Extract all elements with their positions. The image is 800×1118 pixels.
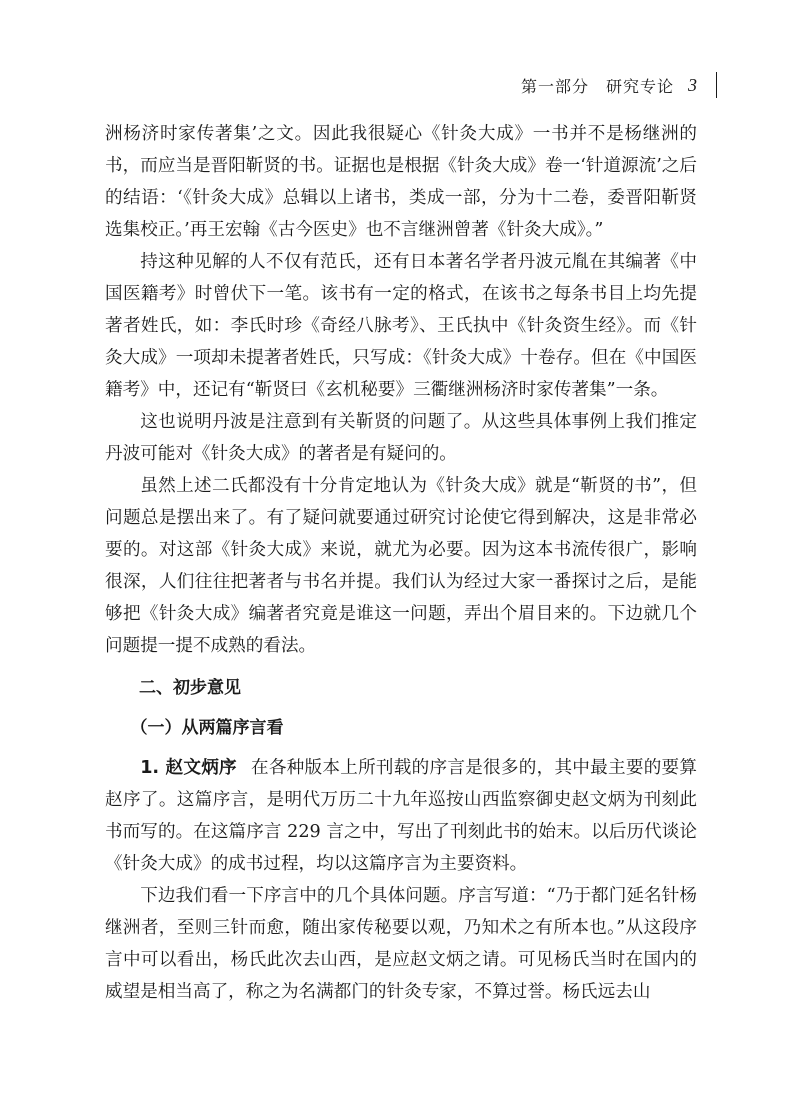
paragraph-5-text: 在各种版本上所刊载的序言是很多的，其中最主要的要算赵序了。这篇序言，是明代万历二十九年巡按山西监察御史赵文炳为刊刻此书而写的。在这篇序言 229 言之中，写出了刊刻此书的始末。以后历代谈论《针灸大成》的成书过程，均以这篇序言为主要资料。 <box>105 758 697 874</box>
paragraph-5-label: 1. 赵文炳序 <box>140 758 237 778</box>
paragraph-1: 洲杨济时家传著集’之文。因此我很疑心《针灸大成》一书并不是杨继洲的书，而应当是晋阳靳贤的书。证据也是根据《针灸大成》卷一‘针道源流’之后的结语：‘《针灸大成》总辑以上诸书，类成一部，分为十二卷，委晋阳靳贤选集校正。’再王宏翰《古今医史》也不言继洲曾著《针灸大成》。” <box>105 124 697 240</box>
paragraph-5 <box>105 752 697 880</box>
paragraph-2: 持这种见解的人不仅有范氏，还有日本著名学者丹波元胤在其编著《中国医籍考》时曾伏下一笔。该书有一定的格式，在该书之每条书目上均先提著者姓氏，如：李氏时珍《奇经八脉考》、王氏执中《针灸资生经》。而《针灸大成》一项却未提著者姓氏，只写成：《针灸大成》十卷存。但在《中国医籍考》中，还记有“靳贤曰《玄机秘要》三衢继洲杨济时家传著集”一条。 <box>105 252 697 400</box>
paragraph-4: 虽然上述二氏都没有十分肯定地认为《针灸大成》就是“靳贤的书”，但问题总是摆出来了。有了疑问就要通过研究讨论使它得到解决，这是非常必要的。对这部《针灸大成》来说，就尤为必要。因为这本书流传很广，影响很深，人们往往把著者与书名并提。我们认为经过大家一番探讨之后，是能够把《针灸大成》编著者究竟是谁这一问题，弄出个眉目来的。下边就几个问题提一提不成熟的看法。 <box>105 476 697 656</box>
paragraph-3: 这也说明丹波是注意到有关靳贤的问题了。从这些具体事例上我们推定丹波可能对《针灸大成》的著者是有疑问的。 <box>105 412 697 464</box>
page-body <box>105 118 697 1008</box>
running-header-title: 第一部分 研究专论 <box>520 76 674 96</box>
running-header <box>521 72 717 98</box>
section-heading: 二、初步意见 <box>139 678 241 698</box>
page-number: 3 <box>688 74 698 95</box>
paragraph-6: 下边我们看一下序言中的几个具体问题。序言写道：“乃于都门延名针杨继洲者，至则三针而愈，随出家传秘要以观，乃知术之有所本也。”从这段序言中可以看出，杨氏此次去山西，是应赵文炳之请。可见杨氏当时在国内的威望是相当高了，称之为名满都门的针灸专家，不算过誉。杨氏远去山 <box>105 886 697 1002</box>
subsection-heading: （一）从两篇序言看 <box>130 718 284 738</box>
header-rule <box>716 72 717 98</box>
